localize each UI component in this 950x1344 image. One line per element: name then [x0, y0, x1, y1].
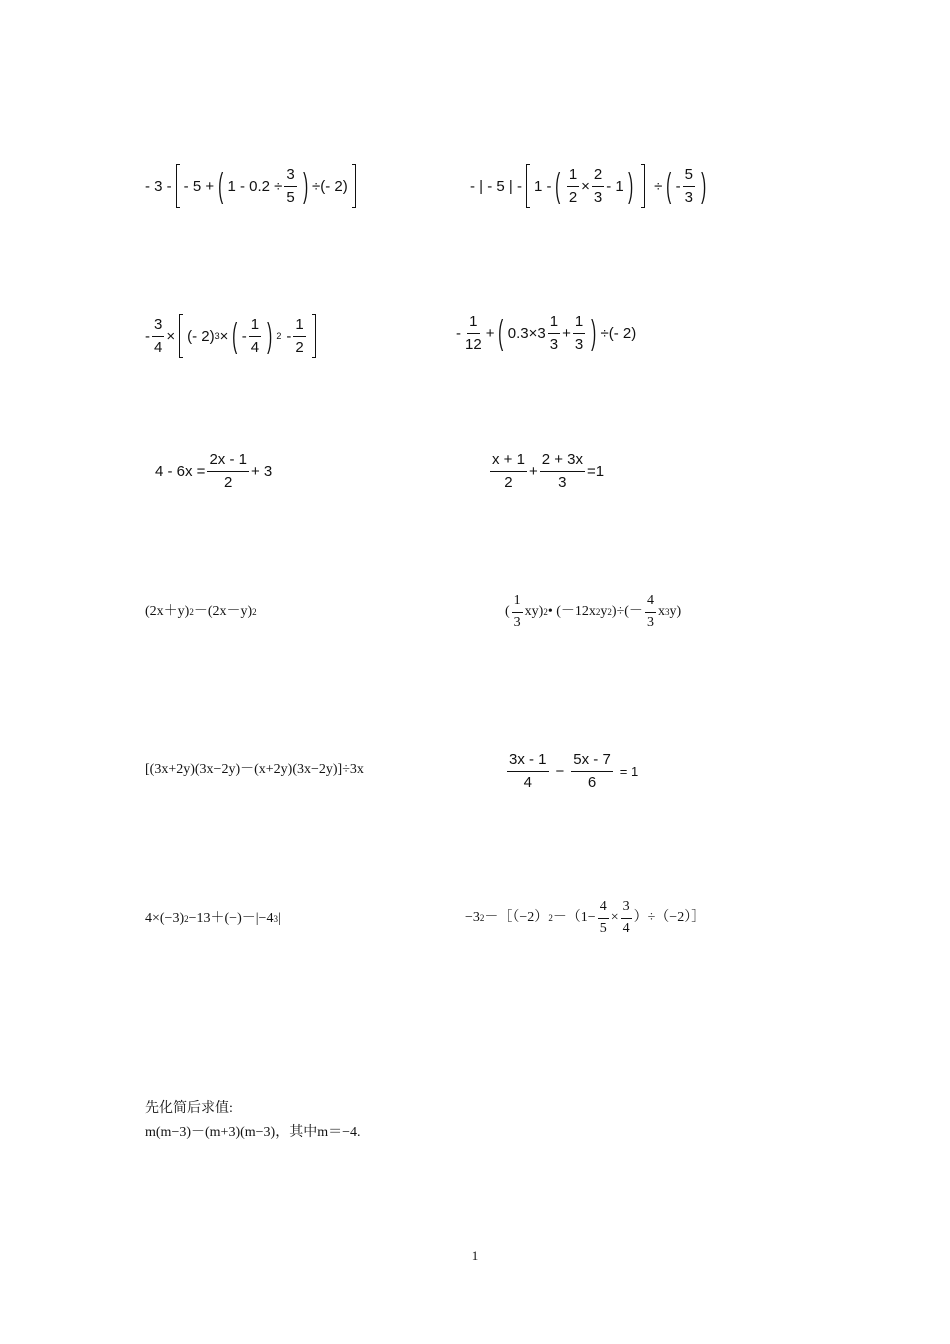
- simplify-expression: m(m−3)－(m+3)(m−3)，其中m＝−4.: [145, 1125, 361, 1140]
- problem-1: - 3 - - 5 + ( 1 - 0.2 ÷ $\frac{3}{5}$ ) ÷(- 2): [145, 164, 360, 208]
- fraction: 5x - 7 6: [573, 751, 611, 791]
- fraction: 1 4: [250, 315, 260, 356]
- right-paren: ): [627, 167, 633, 205]
- right-square-bracket: [312, 314, 316, 358]
- problem-2: - | - 5 | - 1 - ( $\frac{1}{2}$ × $\frac{2}{3}$ - 1 ) ÷ ( - 5 3 ): [470, 164, 710, 208]
- page-number: 1: [471, 1248, 479, 1263]
- right-paren: ): [591, 314, 597, 353]
- left-paren: (: [498, 314, 504, 353]
- problem-8: ( 1 3 xy) 2 • (－12x 2 y 2 )÷(－ 4 3 x 3 y): [505, 593, 682, 630]
- simplify-heading: 先化简后求值:: [145, 1101, 233, 1116]
- left-square-bracket: [526, 164, 530, 208]
- left-paren: (: [666, 167, 672, 205]
- fraction: $\frac{1}{2}$: [568, 165, 578, 206]
- fraction: $\frac{3}{4}$: [622, 899, 630, 936]
- fraction: 1 3: [513, 593, 521, 630]
- problem-6: x + 1 2 + $\frac{2 + 3x}{3}$ =1: [492, 451, 605, 491]
- problem-9: [(3x+2y)(3x−2y)－(x+2y)(3x−2y)]÷3x: [145, 762, 364, 777]
- right-square-bracket: [641, 164, 645, 208]
- problem-12: −3 2 －［（−2） 2 －（1− $\frac{4}{5}$ × $\frac{3}{4}$ ）÷（−2）］: [465, 899, 706, 936]
- fraction: $\frac{3}{5}$: [286, 165, 295, 206]
- left-paren: (: [218, 167, 224, 205]
- fraction: 1 3: [549, 313, 559, 353]
- fraction: $\frac{1}{3}$: [574, 313, 584, 353]
- left-paren: (: [232, 317, 238, 355]
- right-paren: ): [701, 167, 707, 205]
- problem-3: - $\frac{3}{4}$ × (- 2) 3 × ( - 1 4 ) 2 - 1 2: [145, 314, 320, 358]
- left-paren: (: [555, 167, 561, 205]
- left-square-bracket: [176, 164, 180, 208]
- right-paren: ): [302, 167, 308, 205]
- fraction: 1 12: [465, 313, 482, 353]
- fraction: $\frac{3}{4}$: [154, 315, 163, 356]
- fraction: 5 3: [684, 165, 694, 206]
- problem-5: 4 - 6x = $\frac{2x - 1}{2}$ + 3: [155, 451, 273, 491]
- problem-10: 3x - 1 4 − 5x - 7 6 = 1: [509, 751, 639, 791]
- right-square-bracket: [352, 164, 356, 208]
- right-paren: ): [267, 317, 273, 355]
- fraction: $\frac{2 + 3x}{3}$: [541, 451, 583, 491]
- fraction: 4 3: [646, 593, 654, 630]
- left-square-bracket: [179, 314, 183, 358]
- fraction: 3x - 1 4: [509, 751, 547, 791]
- fraction: $\frac{2}{3}$: [593, 165, 603, 206]
- fraction: $\frac{2x - 1}{2}$: [209, 451, 247, 491]
- fraction: 1 2: [295, 315, 304, 356]
- problem-4: - 1 12 + ( 0.3×3 1 3 + $\frac{1}{3}$ ) ÷(- 2): [456, 313, 637, 353]
- fraction: $\frac{4}{5}$: [599, 899, 607, 936]
- fraction: x + 1 2: [492, 451, 525, 491]
- problem-7: (2x＋y) 2 －(2x－y) 2: [145, 604, 257, 619]
- problem-11: 4×(−3) 2 −13＋(−)－|−4 3 |: [145, 911, 281, 926]
